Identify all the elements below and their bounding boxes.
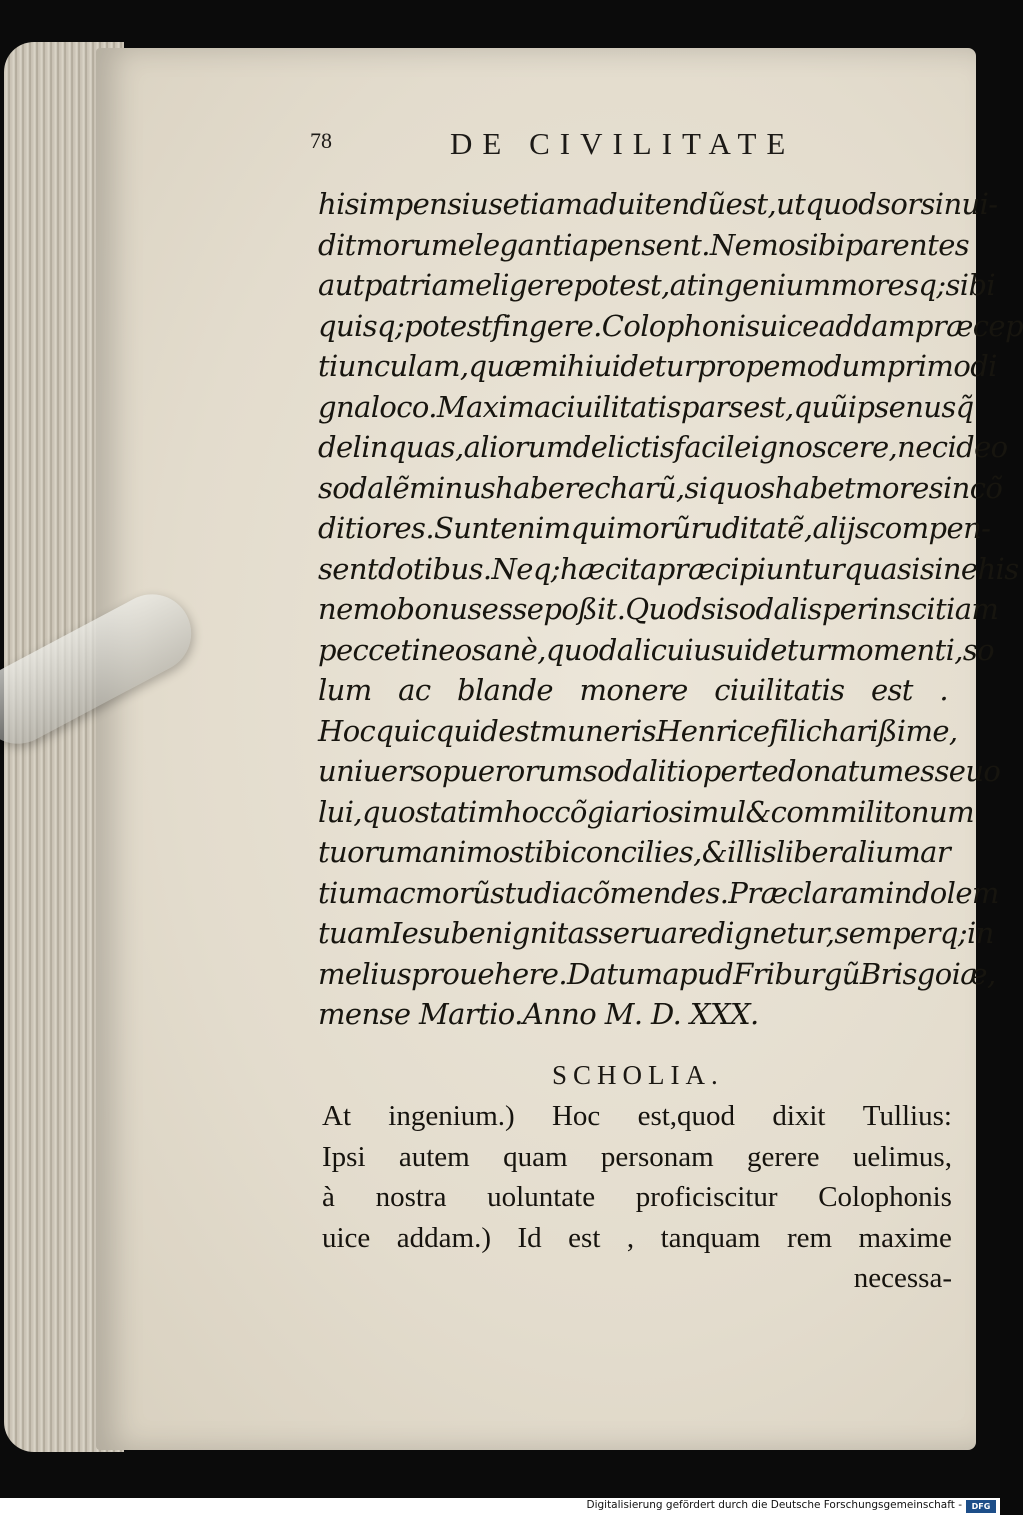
text-line: nemo bonus esse poßit. Quod si sodalis per inscitiam	[318, 592, 999, 626]
text-line: Ipsi autem quam personam gerere uelimus,	[322, 1140, 952, 1173]
folio-number: 78	[310, 128, 332, 153]
text-line: lui,quo statim hoc cõgiario simul & commilitonum	[318, 794, 974, 829]
text-line: At ingenium.) Hoc est,quod dixit Tullius:	[322, 1100, 952, 1132]
page-header	[310, 128, 830, 168]
text-line: sodalẽ minus habere charũ,si quos habet mores incõ	[318, 470, 1003, 505]
text-line: melius prouehere. Datum apud Friburgũ Brisgoiæ,	[318, 956, 996, 991]
text-line: tiunculam ,quæ mihi uidetur propemodum primo di	[318, 349, 997, 383]
text-line: dit morum elegantia pensent. Nemo sibi parentes	[318, 227, 970, 262]
text-line: lum ac blande monere ciuilitatis est .	[318, 673, 948, 707]
main-text-block	[318, 184, 1023, 1035]
digitization-footer	[0, 1498, 1000, 1515]
text-line: à nostra uoluntate proficiscitur Colophonis	[322, 1181, 952, 1213]
text-line: gna loco. Maxima ciuilitatis pars est , quũ ipse nusq̃	[318, 389, 974, 424]
text-line: ditiores. Sunt enim qui morũ ruditatẽ,alijs compen-	[318, 511, 991, 545]
text-line: aut patriam eligere potest,at ingenium moresq; sibi	[318, 268, 996, 302]
text-line: mense Martio.Anno M. D. XXX.	[318, 997, 759, 1031]
scholia-heading: SCHOLIA.	[552, 1060, 724, 1090]
funding-credit: Digitalisierung gefördert durch die Deutsche Forschungsgemeinschaft -	[586, 1499, 962, 1511]
running-title: DE CIVILITATE	[450, 126, 796, 161]
text-line: uice addam.) Id est , tanquam rem maxime	[322, 1221, 952, 1254]
text-line: his impensius etiam aduitendũ est,ut quod sors inui-	[318, 187, 998, 221]
scholia-text-block	[322, 1096, 952, 1299]
dfg-logo: DFG	[966, 1500, 996, 1513]
text-line: delinquas,aliorum delictis facile ignoscere , nec ideo	[318, 430, 1008, 464]
text-line: Hoc quicquid est muneris Henrice fili charißime ,	[318, 713, 958, 748]
text-line: necessa-	[853, 1262, 952, 1294]
text-line: tium ac morũ studia cõmendes. Præclaram indolem	[318, 875, 999, 910]
text-line: peccet in eo sanè,quod alicuius uidetur momenti , so	[318, 632, 995, 667]
text-line: uniuerso puerorum sodalitio per te donatum esse uo	[318, 754, 1001, 788]
text-line: tuorum animos tibi concilies, & illis liberalium ar	[318, 835, 951, 869]
text-line: sent dotibus.Neq; hæc ita præcipiuntur quasi sine his	[318, 551, 1019, 586]
text-line: quisq; potest fingere.Colophonis uice addam præcep	[318, 308, 1023, 343]
text-line: tuam Iesu benignitas seruare dignetur, semperq; in	[318, 916, 994, 950]
